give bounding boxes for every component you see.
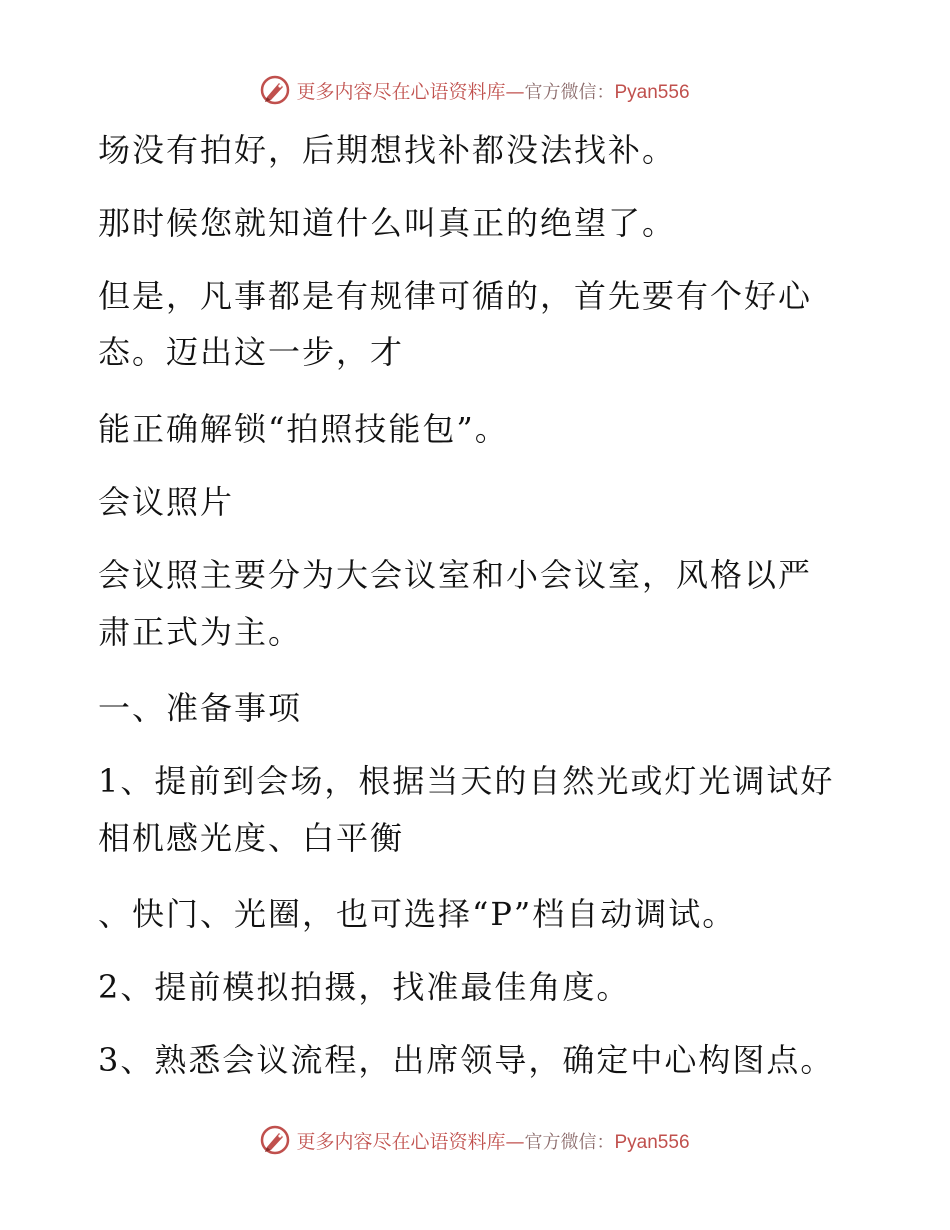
watermark-dash: — (505, 1130, 525, 1153)
paragraph-line: 那时候您就知道什么叫真正的绝望了。 (98, 204, 677, 242)
pen-logo-icon (260, 75, 290, 105)
watermark-brand: 更多内容尽在心语资料库 (296, 1130, 506, 1153)
paragraph-line: 能正确解锁“拍照技能包”。 (98, 410, 509, 448)
watermark-text (296, 1127, 689, 1154)
section-heading: 会议照片 (98, 483, 235, 521)
paragraph-line: 但是，凡事都是有规律可循的，首先要有个好心 (98, 277, 813, 315)
watermark-dash: — (505, 80, 525, 103)
paragraph-line: 场没有拍好，后期想找补都没法找补。 (98, 131, 677, 169)
paragraph-line: 、快门、光圈，也可选择“P”档自动调试。 (98, 895, 737, 933)
list-item: 1、提前到会场，根据当天的自然光或灯光调试好 (98, 762, 835, 800)
paragraph-line: 态。迈出这一步，才 (98, 333, 405, 371)
paragraph-line: 肃正式为主。 (98, 613, 303, 651)
watermark-contact-label: 官方微信： (524, 1131, 615, 1153)
watermark-contact-id: Pyan556 (614, 1131, 690, 1153)
list-item: 3、熟悉会议流程，出席领导，确定中心构图点。 (98, 1041, 835, 1079)
watermark-header (0, 70, 950, 110)
watermark-text (296, 77, 689, 104)
watermark-contact-id: Pyan556 (614, 81, 690, 103)
list-item: 2、提前模拟拍摄，找准最佳角度。 (98, 968, 631, 1006)
pen-logo-icon (260, 1125, 290, 1155)
watermark-contact-label: 官方微信： (524, 81, 615, 103)
paragraph-line: 相机感光度、白平衡 (98, 819, 405, 857)
watermark-brand: 更多内容尽在心语资料库 (296, 80, 506, 103)
watermark-footer (0, 1120, 950, 1160)
section-heading: 一、准备事项 (98, 689, 303, 727)
paragraph-line: 会议照主要分为大会议室和小会议室，风格以严 (98, 556, 813, 594)
